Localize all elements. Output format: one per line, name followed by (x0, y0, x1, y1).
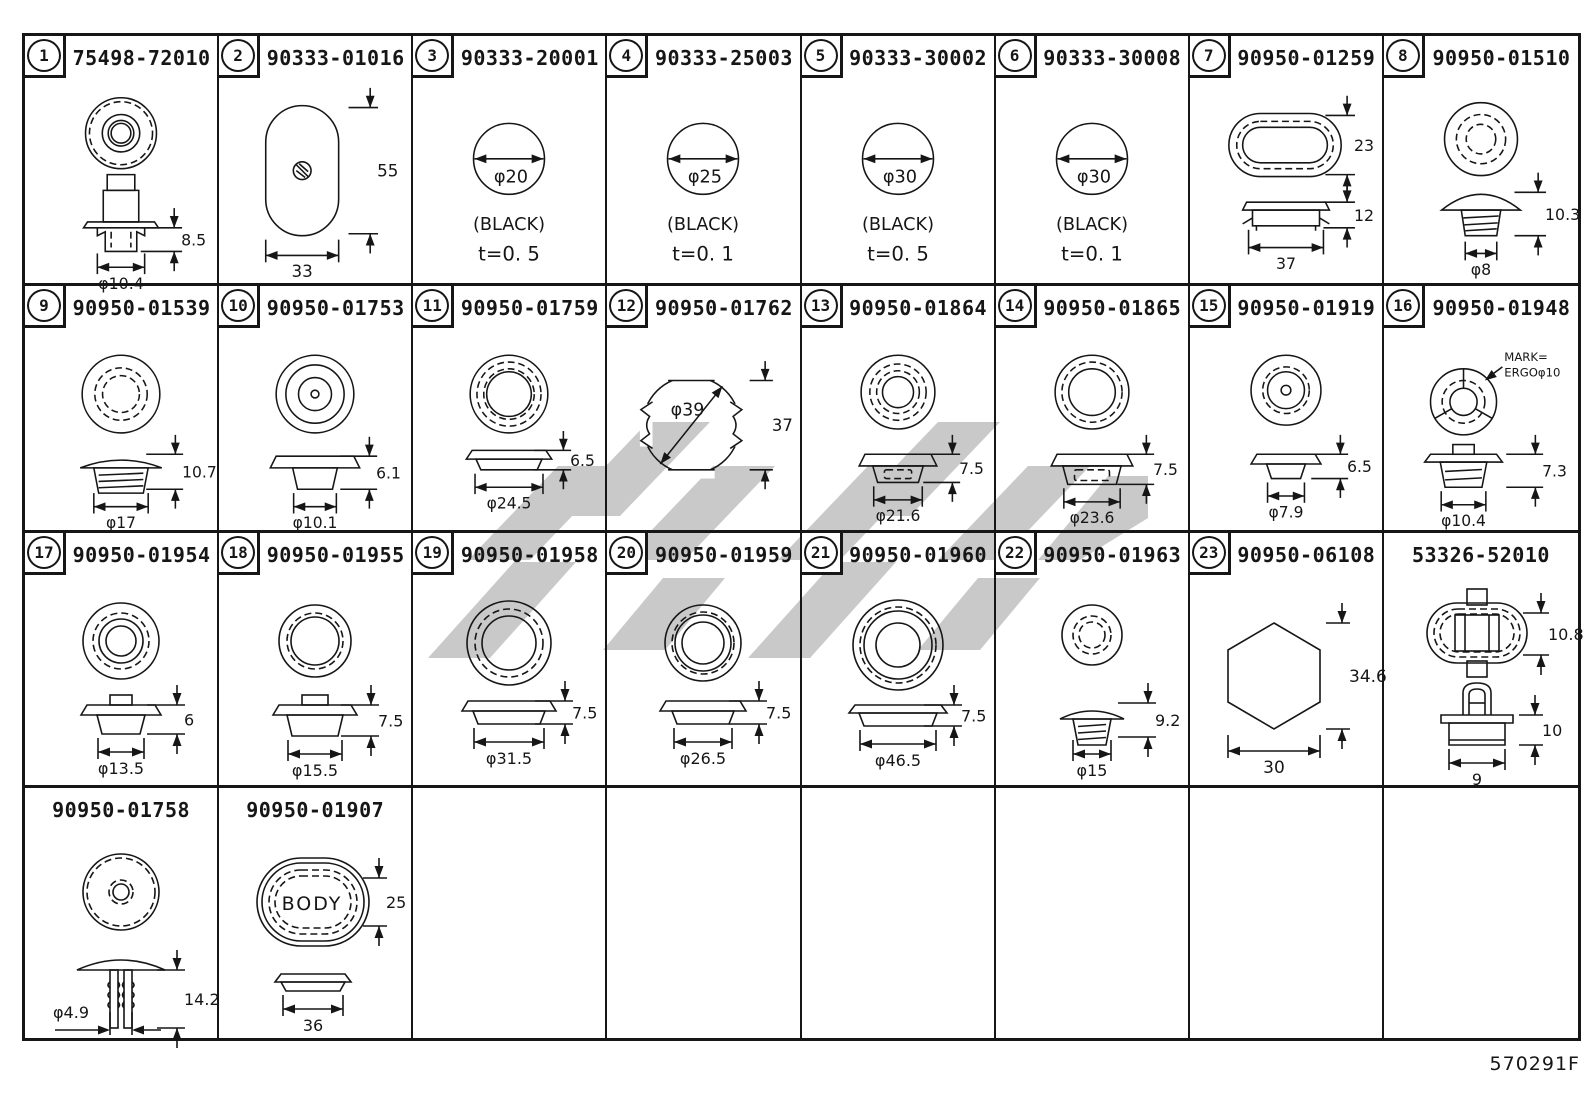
part-number: 90333-30008 (1043, 46, 1182, 70)
dim-label: t=0. 5 (866, 242, 929, 266)
item-number: 22 (998, 536, 1032, 569)
item-number-badge (607, 36, 648, 78)
part-drawing (413, 330, 605, 530)
item-number-badge (802, 286, 843, 328)
cell-header (219, 788, 411, 830)
cell-header (996, 286, 1188, 328)
item-number-badge (413, 286, 454, 328)
item-number-badge (996, 36, 1037, 78)
item-number: 19 (415, 536, 449, 569)
drawing-canvas (413, 80, 605, 283)
dim-label: 33 (291, 261, 314, 282)
part-cell (1384, 533, 1584, 789)
dim-label: 25 (386, 893, 407, 912)
dim-label: 10 (1541, 721, 1563, 740)
item-number-badge (607, 533, 648, 575)
item-number: 5 (804, 39, 838, 72)
item-number: 7 (1192, 39, 1226, 72)
dim-label: φ15 (1076, 761, 1108, 780)
part-number: 90950-01539 (72, 296, 211, 320)
item-number-badge (996, 286, 1037, 328)
cell-header (1384, 286, 1578, 328)
part-drawing (219, 330, 411, 533)
part-cell (219, 36, 413, 286)
part-number: 90950-01959 (654, 543, 793, 567)
item-number-badge (219, 36, 260, 78)
dim-label: t=0. 5 (478, 242, 541, 266)
cell-header (802, 533, 994, 575)
part-drawing (413, 80, 605, 283)
part-drawing (802, 80, 994, 283)
part-number: 90950-01963 (1043, 543, 1182, 567)
item-number: 15 (1192, 289, 1226, 322)
part-drawing (607, 577, 799, 785)
dim-label: φ26.5 (680, 749, 727, 768)
part-drawing (1384, 80, 1581, 283)
part-number: 90333-30002 (849, 46, 988, 70)
dim-label: (BLACK) (473, 214, 546, 235)
item-number-badge (607, 286, 648, 328)
part-cell (413, 533, 607, 788)
dim-label: (BLACK) (667, 214, 740, 235)
part-drawing (996, 577, 1188, 785)
cell-header (25, 533, 217, 575)
dim-label: φ24.5 (486, 494, 532, 513)
dim-label: t=0. 1 (1060, 242, 1123, 266)
dim-label: 7.5 (378, 711, 404, 731)
dim-label: MARK= (1504, 350, 1548, 365)
dim-label: t=0. 1 (672, 242, 735, 266)
part-number: 90950-01510 (1432, 46, 1571, 70)
drawing-canvas (219, 832, 411, 1038)
part-cell (802, 36, 996, 286)
item-number: 4 (609, 39, 643, 72)
drawing-canvas (413, 330, 605, 530)
drawing-canvas (219, 80, 411, 283)
dim-label: φ46.5 (874, 751, 921, 770)
cell-header (802, 286, 994, 328)
dim-label: φ30 (882, 167, 917, 188)
drawing-canvas (802, 80, 994, 283)
part-cell (219, 286, 413, 533)
part-cell (25, 533, 219, 788)
part-number: 90950-01960 (849, 543, 988, 567)
drawing-canvas (607, 577, 799, 785)
part-number: 90950-01758 (52, 798, 191, 822)
dim-label: φ8 (1470, 260, 1492, 280)
part-drawing (996, 330, 1188, 530)
part-drawing (1190, 577, 1387, 785)
part-cell (996, 533, 1190, 788)
drawing-canvas (219, 330, 411, 533)
dim-label: ERGOφ10 (1504, 365, 1561, 380)
empty-cell (802, 788, 996, 1038)
part-drawing (25, 80, 217, 293)
cell-header (413, 286, 605, 328)
cell-header (25, 36, 217, 78)
part-cell (25, 788, 219, 1038)
part-number: 90333-25003 (654, 46, 793, 70)
item-number: 11 (415, 289, 449, 322)
dim-label: φ13.5 (97, 759, 145, 778)
drawing-canvas (802, 577, 994, 785)
dim-label: 36 (303, 1016, 324, 1035)
empty-cell (996, 788, 1190, 1038)
part-cell (413, 36, 607, 286)
dim-label: 8.5 (181, 230, 207, 250)
item-number-badge (1384, 286, 1425, 328)
dim-label: φ23.6 (1069, 509, 1115, 528)
drawing-canvas (1385, 577, 1584, 789)
cell-header (1190, 286, 1382, 328)
part-cell (802, 533, 996, 788)
dim-label: 10.8 (1547, 625, 1584, 644)
part-number: 90333-20001 (460, 46, 599, 70)
part-number: 90950-06108 (1237, 543, 1376, 567)
cell-header (607, 533, 799, 575)
item-number-badge (413, 533, 454, 575)
cell-header (996, 533, 1188, 575)
item-number: 21 (804, 536, 838, 569)
item-number-badge (1190, 36, 1231, 78)
dim-label: 7.5 (572, 703, 598, 723)
item-number: 16 (1386, 289, 1420, 322)
drawing-canvas (996, 330, 1188, 530)
dim-label: BODY (281, 893, 343, 915)
part-number: 90950-01948 (1432, 296, 1571, 320)
drawing-canvas (1190, 577, 1387, 785)
item-number-badge (25, 286, 66, 328)
item-number: 1 (27, 39, 61, 72)
part-cell (607, 36, 801, 286)
item-number-badge (996, 533, 1037, 575)
cell-header (25, 286, 217, 328)
dim-label: 12 (1353, 205, 1374, 225)
item-number: 14 (998, 289, 1032, 322)
item-number-badge (219, 286, 260, 328)
part-drawing (1190, 330, 1382, 530)
dim-label: φ20 (494, 167, 529, 188)
empty-cell (607, 788, 801, 1038)
cell-header (1190, 533, 1382, 575)
part-drawing (802, 330, 994, 530)
dim-label: φ17 (106, 514, 137, 533)
part-cell (1384, 36, 1581, 286)
drawing-canvas (25, 80, 217, 293)
drawing-canvas (607, 330, 799, 530)
cell-header (219, 36, 411, 78)
item-number-badge (25, 533, 66, 575)
part-number: 90950-01864 (849, 296, 988, 320)
part-number: 90333-01016 (266, 46, 405, 70)
item-number-badge (219, 533, 260, 575)
item-number-badge (25, 36, 66, 78)
part-drawing (802, 577, 994, 785)
item-number: 12 (609, 289, 643, 322)
item-number: 18 (221, 536, 255, 569)
cell-header (802, 36, 994, 78)
part-drawing (413, 577, 605, 785)
cell-header (1384, 36, 1578, 78)
page-code: 570291F (1489, 1053, 1580, 1075)
drawing-canvas (1190, 330, 1382, 530)
item-number: 9 (27, 289, 61, 322)
item-number: 13 (804, 289, 838, 322)
dim-label: 7.3 (1542, 462, 1567, 481)
dim-label: 7.5 (960, 706, 987, 726)
drawing-canvas (25, 330, 217, 533)
part-number: 90950-01919 (1237, 296, 1376, 320)
dim-label: 10.7 (182, 463, 217, 482)
drawing-canvas (1385, 330, 1577, 530)
item-number: 2 (221, 39, 255, 72)
part-drawing (1384, 330, 1578, 530)
part-drawing (25, 832, 220, 1038)
item-number-badge (802, 36, 843, 78)
part-cell (996, 36, 1190, 286)
part-number: 90950-01259 (1237, 46, 1376, 70)
dim-label: 6.1 (376, 464, 402, 483)
dim-label: φ4.9 (53, 1003, 90, 1022)
drawing-canvas (607, 80, 799, 283)
part-number: 53326-52010 (1411, 543, 1550, 567)
part-cell (413, 286, 607, 533)
dim-label: 10.3 (1544, 204, 1581, 224)
part-number: 90950-01865 (1043, 296, 1182, 320)
cell-header (413, 36, 605, 78)
dim-label: (BLACK) (1055, 214, 1128, 235)
dim-label: 9 (1471, 770, 1483, 789)
dim-label: 6.5 (570, 451, 596, 470)
drawing-canvas (996, 577, 1188, 785)
part-number: 90950-01954 (72, 543, 211, 567)
dim-label: φ30 (1076, 167, 1111, 188)
part-drawing (219, 577, 411, 785)
part-cell (996, 286, 1190, 533)
item-number: 6 (998, 39, 1032, 72)
part-cell (25, 286, 219, 533)
part-cell (1190, 36, 1384, 286)
item-number: 8 (1386, 39, 1420, 72)
part-cell (219, 788, 413, 1038)
dim-label: φ15.5 (292, 761, 339, 780)
dim-label: (BLACK) (861, 214, 934, 235)
dim-label: φ31.5 (486, 749, 533, 768)
cell-header (1384, 533, 1578, 575)
part-number: 90950-01759 (460, 296, 599, 320)
part-drawing (1384, 577, 1584, 789)
drawing-canvas (413, 577, 605, 785)
part-cell (219, 533, 413, 788)
item-number: 17 (27, 536, 61, 569)
drawing-canvas (996, 80, 1188, 283)
dim-label: φ10.4 (1441, 512, 1486, 531)
empty-cell (1384, 788, 1578, 1038)
cell-header (413, 533, 605, 575)
part-number: 75498-72010 (72, 46, 211, 70)
part-drawing (219, 832, 411, 1038)
drawing-canvas (219, 577, 411, 785)
dim-label: 37 (1275, 254, 1296, 274)
item-number: 10 (221, 289, 255, 322)
drawing-canvas (25, 577, 217, 785)
item-number-badge (1384, 36, 1425, 78)
cell-header (219, 533, 411, 575)
drawing-canvas (1385, 80, 1581, 283)
item-number-badge (1190, 533, 1231, 575)
dim-label: 37 (772, 415, 794, 435)
dim-label: 55 (377, 160, 399, 181)
cell-header (607, 286, 799, 328)
dim-label: φ39 (671, 400, 705, 421)
item-number: 20 (609, 536, 643, 569)
item-number-badge (1190, 286, 1231, 328)
part-drawing (25, 330, 217, 533)
part-number: 90950-01762 (654, 296, 793, 320)
dim-label: 7.5 (766, 703, 792, 723)
drawing-canvas (802, 330, 994, 530)
dim-label: 7.5 (1152, 461, 1178, 480)
dim-label: 6.5 (1346, 458, 1372, 477)
dim-label: 34.6 (1348, 667, 1387, 687)
item-number: 3 (415, 39, 449, 72)
part-number: 90950-01958 (460, 543, 599, 567)
cell-header (607, 36, 799, 78)
dim-label: φ21.6 (875, 507, 920, 526)
part-cell (25, 36, 219, 293)
drawing-canvas (25, 832, 220, 1038)
dim-label: φ10.4 (98, 273, 144, 293)
dim-label: φ7.9 (1268, 503, 1304, 522)
item-number-badge (802, 533, 843, 575)
dim-label: 9.2 (1154, 711, 1181, 730)
part-number: 90950-01955 (266, 543, 405, 567)
dim-label: φ10.1 (292, 514, 338, 533)
part-cell (802, 286, 996, 533)
dim-label: 6 (184, 710, 195, 730)
part-drawing (607, 80, 799, 283)
part-cell (1190, 533, 1387, 788)
item-number: 23 (1192, 536, 1226, 569)
empty-cell (1190, 788, 1384, 1038)
item-number-badge (413, 36, 454, 78)
dim-label: 23 (1353, 135, 1374, 155)
part-drawing (996, 80, 1188, 283)
part-cell (1190, 286, 1384, 533)
dim-label: 14.2 (184, 990, 220, 1009)
cell-header (25, 788, 217, 830)
part-number: 90950-01907 (246, 798, 385, 822)
dim-label: 30 (1262, 758, 1285, 778)
empty-cell (413, 788, 607, 1038)
part-drawing (1190, 80, 1382, 283)
part-cell (607, 533, 801, 788)
part-cell (607, 286, 801, 533)
drawing-canvas (1190, 80, 1382, 283)
part-drawing (607, 330, 799, 530)
cell-header (996, 36, 1188, 78)
parts-grid (22, 33, 1584, 1041)
part-cell (1384, 286, 1578, 533)
part-number: 90950-01753 (266, 296, 405, 320)
part-drawing (219, 80, 411, 283)
dim-label: φ25 (688, 167, 723, 188)
cell-header (219, 286, 411, 328)
cell-header (1190, 36, 1382, 78)
part-drawing (25, 577, 217, 785)
dim-label: 7.5 (958, 460, 984, 479)
